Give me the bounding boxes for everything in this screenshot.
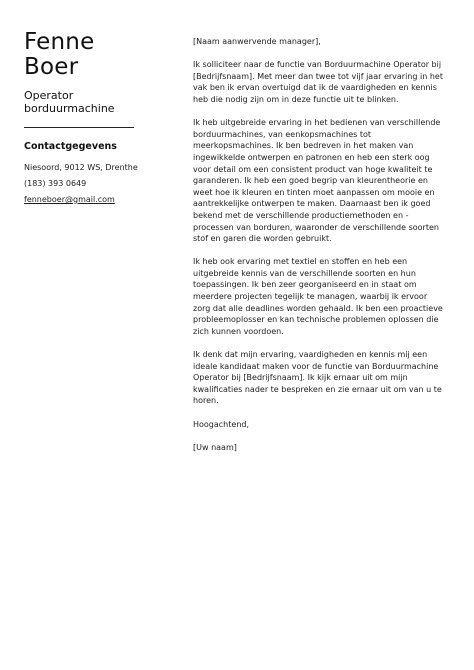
letter-body: [193, 36, 445, 453]
letter-paragraph: Ik solliciteer naar de functie van Borduurmachine Operator bij [Bedrijfsnaam]. Met meer dan twee tot vijf jaar ervaring in het vak ben ik ervan overtuigd dat ik de vaardigheden en kennis heb die nodig zijn om in deze functie uit te blinken.: [193, 60, 443, 104]
letter-salutation: [Naam aanwervende manager],: [193, 37, 321, 46]
sidebar: [24, 30, 136, 205]
letter-paragraph: Ik heb ook ervaring met textiel en stoffen en heb een uitgebreide kennis van de verschillende soorten en hun toepassingen. Ik ben zeer georganiseerd en in staat om meerdere projecten tegelijk te managen, waarbij ik ervoor zorg dat alle deadlines worden gehaald. Ik ben een proactieve probleemoplosser en kan technische problemen oplossen die zich kunnen voordoen.: [193, 257, 443, 336]
contact-heading: Contactgegevens: [24, 141, 117, 152]
letter-signature: [Uw naam]: [193, 442, 237, 452]
letter-paragraph: Ik denk dat mijn ervaring, vaardigheden en kennis mij een ideale kandidaat maken voor de functie van Borduurmachine Operator bij [Bedrijfsnaam]. Ik kijk ernaar uit om mijn kwalificaties nader te bespreken en zie ernaar uit om van u te horen.: [193, 350, 442, 406]
contact-address: Niesoord, 9012 WS, Drenthe: [24, 163, 138, 172]
candidate-last-name: Boer: [24, 54, 79, 80]
letter-closing: Hoogachtend,: [193, 419, 250, 429]
candidate-first-name: Fenne: [24, 29, 95, 55]
contact-phone: (183) 393 0649: [24, 179, 87, 188]
letter-paragraph: Ik heb uitgebreide ervaring in het bedienen van verschillende borduurmachines, van eenkopsmachines tot meerkopsmachines. Ik ben bedreven in het maken van ingewikkelde ontwerpen en patronen en heb een sterk oog voor detail om een consistent product van hoge kwaliteit te garanderen. Ik heb een goed begrip van kleurentheorie en weet hoe ik kleuren en tinten moet aanpassen om mooie en aantrekkelijke ontwerpen te maken. Daarnaast ben ik goed bekend met de verschillende productiemethoden en -processen van borduren, waaronder de verschillende soorten stof en garen die worden gebruikt.: [193, 118, 441, 244]
sidebar-divider: [24, 127, 134, 128]
candidate-job-title: Operator borduurmachine: [24, 89, 115, 115]
contact-email-link[interactable]: fenneboer@gmail.com: [24, 195, 115, 204]
